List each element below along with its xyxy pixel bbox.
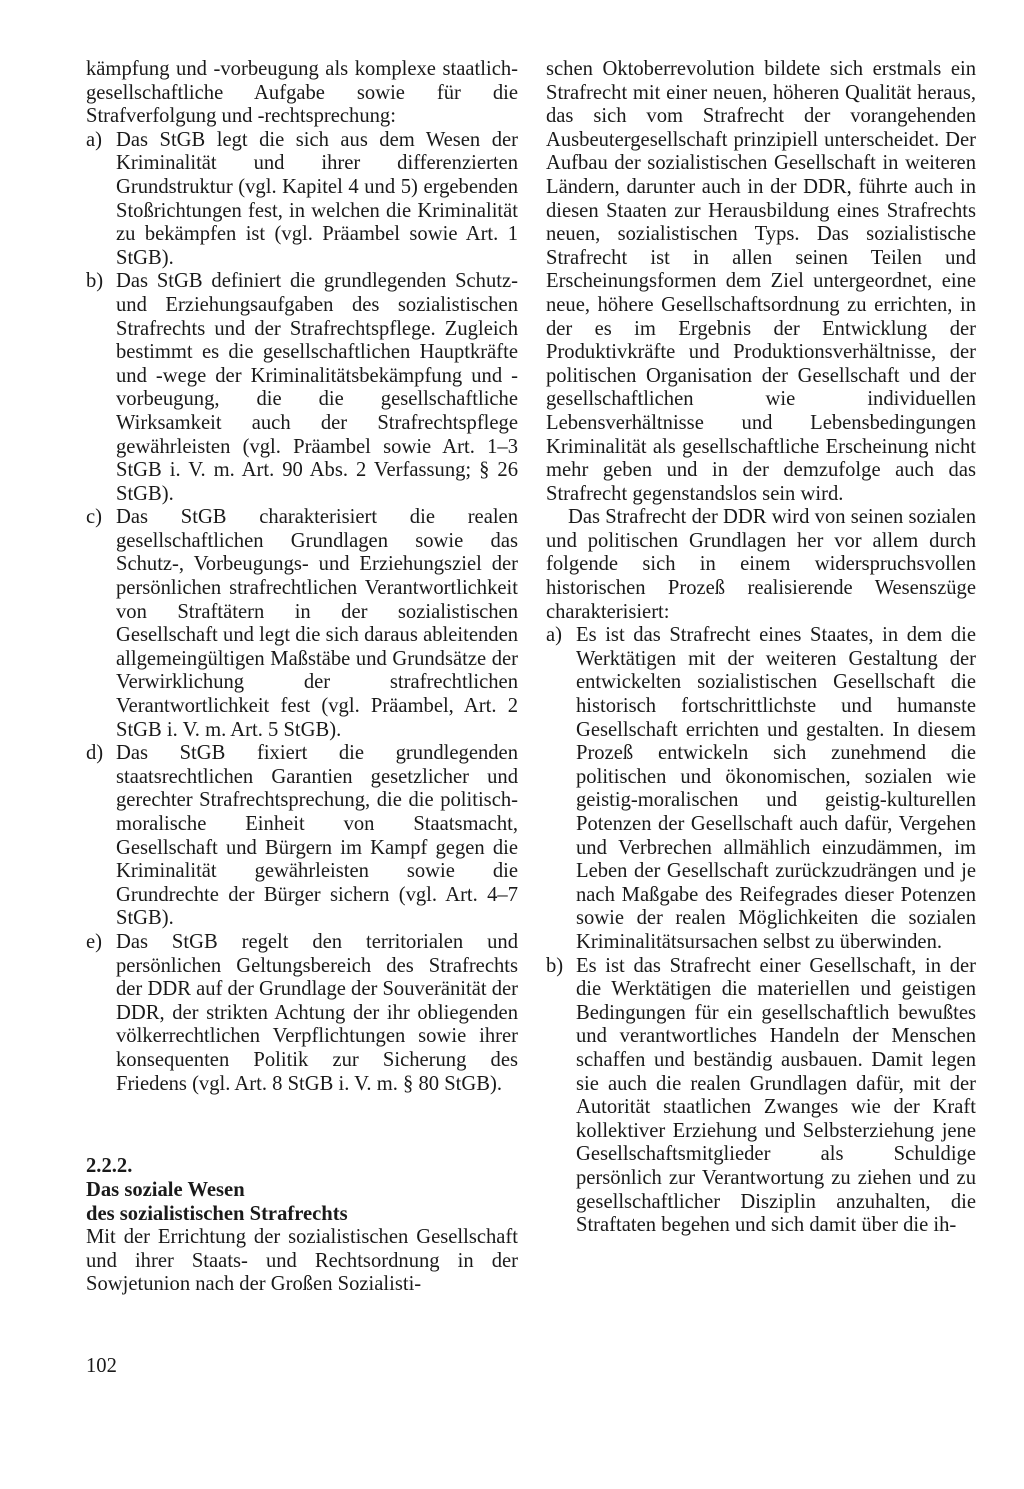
list-item (86, 742, 518, 931)
list-item-text: Das StGB charakterisiert die realen gesellschaftlichen Grundlagen sowie das Schutz-, Vorbeugungs- und Erziehungsziel der persönlichen strafrechtlichen Verantwortlichkeit von Straftätern in der sozialistischen Gesellschaft und legt die sich daraus ableitenden allgemeingültigen Maßstäbe und Grundsätze der Verwirklichung der strafrechtlichen Verantwortlichkeit fest (vgl. Präambel, Art. 2 StGB i. V. m. Art. 5 StGB). (116, 506, 518, 741)
list-marker: a) (546, 624, 562, 647)
list-marker: d) (86, 742, 104, 765)
section-heading (86, 1154, 518, 1226)
list-item (86, 129, 518, 271)
page-number: 102 (86, 1355, 117, 1377)
left-column (86, 58, 518, 1297)
list-item-text: Das StGB fixiert die grundlegenden staatsrechtlichen Garantien gesetzlicher und gerechter Strafrechtsprechung, die die politisch-moralische Einheit von Staatsmacht, Gesellschaft und Bürgern im Kampf gegen die Kriminalität gewährleisten sowie die Grundrechte der Bürger sichern (vgl. Art. 4–7 StGB). (116, 742, 518, 930)
list-item-text: Das StGB definiert die grundlegenden Schutz- und Erziehungsaufgaben des sozialistischen Strafrechts und der Strafrechtspflege. Zugleich bestimmt es die gesellschaftlichen Hauptkräfte und -wege der Kriminalitätsbekämpfung und -vorbeugung, die die gesellschaftliche Wirksamkeit auch der Strafrechtspflege gewährleisten (vgl. Präambel sowie Art. 1–3 StGB i. V. m. Art. 90 Abs. 2 Verfassung; § 26 StGB). (116, 270, 518, 505)
right-column (546, 58, 976, 1238)
list-marker: b) (86, 270, 104, 293)
list-marker: b) (546, 954, 564, 977)
closing-paragraph: Mit der Errichtung der sozialistischen Gesellschaft und ihrer Staats- und Rechtsordnung in der Sowjetunion nach der Großen Sozialisti- (86, 1226, 518, 1296)
list-item (546, 955, 976, 1238)
list-marker: a) (86, 128, 102, 151)
list-item-text: Es ist das Strafrecht eines Staates, in dem die Werktätigen mit der weiteren Gestaltung der entwickelten sozialistischen Gesellschaft die historisch fortschrittlichste und humanste Gesellschaft errichten und gestalten. In diesem Prozeß entwickeln sich zunehmend die politischen und ökonomischen, sozialen wie geistig-moralischen und geistig-kulturellen Potenzen der Gesellschaft auch dafür, Vergehen und Verbrechen allmählich einzudämmen, im Leben der Gesellschaft zurückzudrängen und je nach Maßgabe des Reifegrades dieser Potenzen sowie der realen Möglichkeiten die sozialen Kriminalitätsursachen selbst zu überwinden. (576, 624, 976, 953)
section-title-line-2: des sozialistischen Strafrechts (86, 1203, 348, 1226)
paragraph: Das Strafrecht der DDR wird von seinen sozialen und politischen Grundlagen her vor allem durch folgende sich in einem widerspruchsvollen historischen Prozeß realisierende Wesenszüge charakterisiert: (546, 506, 976, 623)
list-item (86, 931, 518, 1096)
list-item (546, 624, 976, 954)
section-title-line-1: Das soziale Wesen (86, 1179, 245, 1202)
list-item-text: Das StGB legt die sich aus dem Wesen der Kriminalität und ihrer differenzierten Grundstruktur (vgl. Kapitel 4 und 5) ergebenden Stoßrichtungen fest, in welchen die Kriminalität zu bekämpfen ist (vgl. Präambel sowie Art. 1 StGB). (116, 128, 518, 269)
list-marker: c) (86, 506, 102, 529)
section-number: 2.2.2. (86, 1155, 133, 1178)
list-marker: e) (86, 930, 102, 953)
paragraph-continuation: schen Oktoberrevolution bildete sich erstmals ein Strafrecht mit einer neuen, höheren Qualität heraus, das sich vom Strafrecht der vorangehenden Ausbeutergesellschaft prinzipiell unterscheidet. Der Aufbau der sozialistischen Gesellschaft in weiteren Ländern, darunter auch in der DDR, führte auch in diesen Staaten zur Herausbildung eines Strafrechts neuen, sozialistischen Typs. Das sozialistische Strafrecht ist in allen seinen Teilen und Erscheinungsformen dem Ziel untergeordnet, eine neue, höhere Gesellschaftsordnung zu errichten, in der es im Ergebnis der Entwicklung der Produktivkräfte und Produktionsverhältnisse, der politischen Organisation der Gesellschaft und der gesellschaftlichen wie individuellen Lebensverhältnisse und Lebensbedingungen Kriminalität als gesellschaftliche Erscheinung nicht mehr geben und in der demzufolge auch das Strafrecht gegenstandslos sein wird. (546, 58, 976, 505)
list-item-text: Es ist das Strafrecht einer Gesellschaft, in der die Werktätigen die materiellen und geistigen Bedingungen für ein gesellschaftlich bewußtes und verantwortliches Handeln der Menschen schaffen und beständig ausbauen. Damit legen sie auch die realen Grundlagen dafür, mit der Autorität staatlichen Zwanges wie der Kraft kollektiver Erziehung und Selbsterziehung jene Gesellschaftsmitglieder als Schuldige persönlich zur Verantwortung zu ziehen und zu gesellschaftlicher Disziplin anzuhalten, die Straftaten begehen und sich damit über die ih- (576, 954, 976, 1237)
list-item (86, 506, 518, 742)
intro-paragraph: kämpfung und -vorbeugung als komplexe staatlich-gesellschaftliche Aufgabe sowie für die Strafverfolgung und -rechtsprechung: (86, 58, 518, 128)
list-item (86, 270, 518, 506)
list-item-text: Das StGB regelt den territorialen und persönlichen Geltungsbereich des Strafrechts der DDR auf der Grundlage der Souveränität der DDR, der strikten Achtung der ihr obliegenden völkerrechtlichen Verpflichtungen sowie ihrer konsequenten Politik zur Sicherung des Friedens (vgl. Art. 8 StGB i. V. m. § 80 StGB). (116, 930, 519, 1095)
